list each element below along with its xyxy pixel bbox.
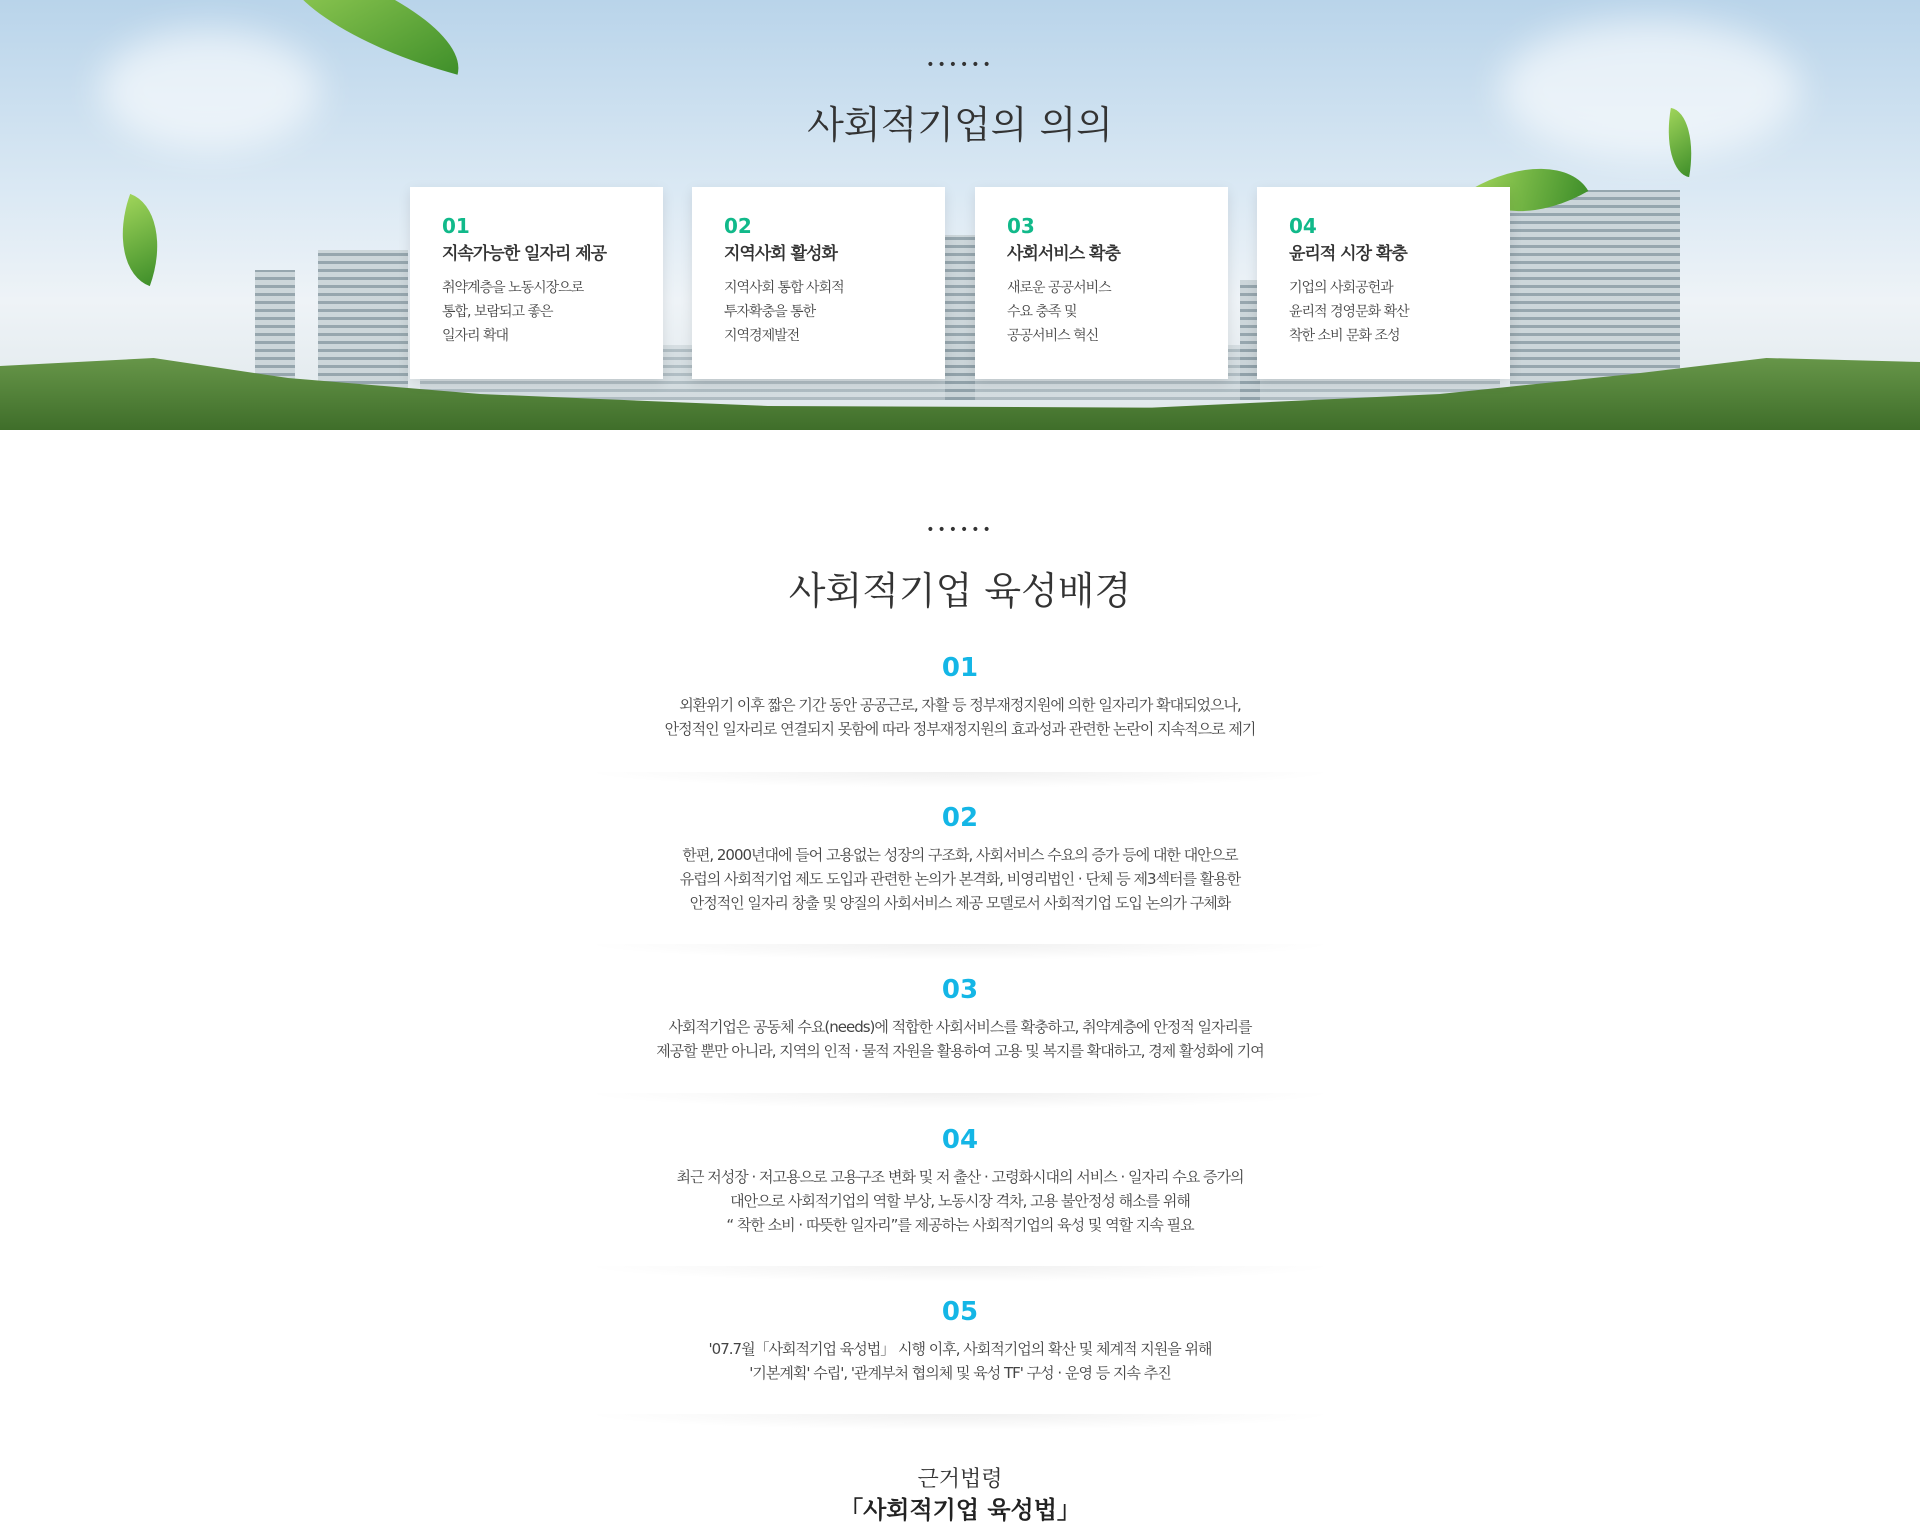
item-text: '07.7월「사회적기업 육성법」 시행 이후, 사회적기업의 확산 및 체계적 지원을 위해 '기본계획' 수립', '관계부처 협의체 및 육성 TF' 구성 · 운영 등 지속 추진 <box>708 1340 1212 1382</box>
card-number: 01 <box>442 214 470 238</box>
divider <box>580 1414 1340 1430</box>
background-item <box>560 1125 1360 1237</box>
meaning-card <box>975 187 1228 379</box>
item-text: 사회적기업은 공동체 수요(needs)에 적합한 사회서비스를 확충하고, 취약계층에 안정적 일자리를 제공할 뿐만 아니라, 지역의 인적 · 물적 자원을 활용하여 고용 및 복지를 확대하고, 경제 활성화에 기여 <box>656 1018 1264 1060</box>
decorative-dots: •••••• <box>926 57 994 73</box>
legal-basis-label: 근거법령 <box>917 1467 1003 1492</box>
divider <box>580 1266 1340 1282</box>
meaning-card <box>692 187 945 379</box>
card-description: 지역사회 통합 사회적 투자확충을 통한 지역경제발전 <box>724 280 844 344</box>
item-text: 한편, 2000년대에 들어 고용없는 성장의 구조화, 사회서비스 수요의 증가 등에 대한 대안으로 유럽의 사회적기업 제도 도입과 관련한 논의가 본격화, 비영리법인 · 단체 등 제3섹터를 활용한 안정적인 일자리 창출 및 양질의 사회서비스 제공 모델로서 사회적기업 도입 논의가 구체화 <box>679 846 1241 912</box>
legal-basis-law: 「사회적기업 육성법」 <box>839 1496 1081 1524</box>
item-text: 최근 저성장 · 저고용으로 고용구조 변화 및 저 출산 · 고령화시대의 서비스 · 일자리 수요 증가의 대안으로 사회적기업의 역할 부상, 노동시장 격차, 고용 불안정성 해소를 위해 “ 착한 소비 · 따뜻한 일자리”를 제공하는 사회적기업의 육성 및 역할 지속 필요 <box>676 1168 1244 1234</box>
card-description: 새로운 공공서비스 수요 충족 및 공공서비스 혁신 <box>1007 280 1111 344</box>
card-description: 기업의 사회공헌과 윤리적 경영문화 확산 착한 소비 문화 조성 <box>1289 280 1409 344</box>
card-title: 지역사회 활성화 <box>724 244 837 264</box>
section-title: 사회적기업의 의의 <box>807 103 1113 147</box>
divider <box>580 1093 1340 1109</box>
card-number: 02 <box>724 214 752 238</box>
card-number: 03 <box>1007 214 1035 238</box>
background-item <box>560 803 1360 915</box>
meaning-card <box>410 187 663 379</box>
decorative-dots: •••••• <box>926 522 994 538</box>
card-title: 윤리적 시장 확충 <box>1289 244 1407 264</box>
item-text: 외환위기 이후 짧은 기간 동안 공공근로, 자활 등 정부재정지원에 의한 일자리가 확대되었으나, 안정적인 일자리로 연결되지 못함에 따라 정부재정지원의 효과성과 관련한 논란이 지속적으로 제기 <box>664 696 1256 738</box>
card-title: 사회서비스 확충 <box>1007 244 1120 264</box>
item-number: 02 <box>941 803 979 833</box>
leaf-icon <box>103 194 177 286</box>
item-number: 01 <box>941 653 979 683</box>
card-description: 취약계층을 노동시장으로 통합, 보람되고 좋은 일자리 확대 <box>442 280 584 344</box>
card-number: 04 <box>1289 214 1317 238</box>
item-number: 05 <box>941 1297 979 1327</box>
section-title: 사회적기업 육성배경 <box>788 569 1132 613</box>
meaning-card <box>1257 187 1510 379</box>
background-item <box>560 1297 1360 1385</box>
divider <box>580 944 1340 960</box>
item-number: 03 <box>941 975 979 1005</box>
card-title: 지속가능한 일자리 제공 <box>442 244 607 264</box>
divider <box>580 772 1340 788</box>
background-item <box>560 653 1360 741</box>
background-item <box>560 975 1360 1063</box>
item-number: 04 <box>941 1125 979 1155</box>
